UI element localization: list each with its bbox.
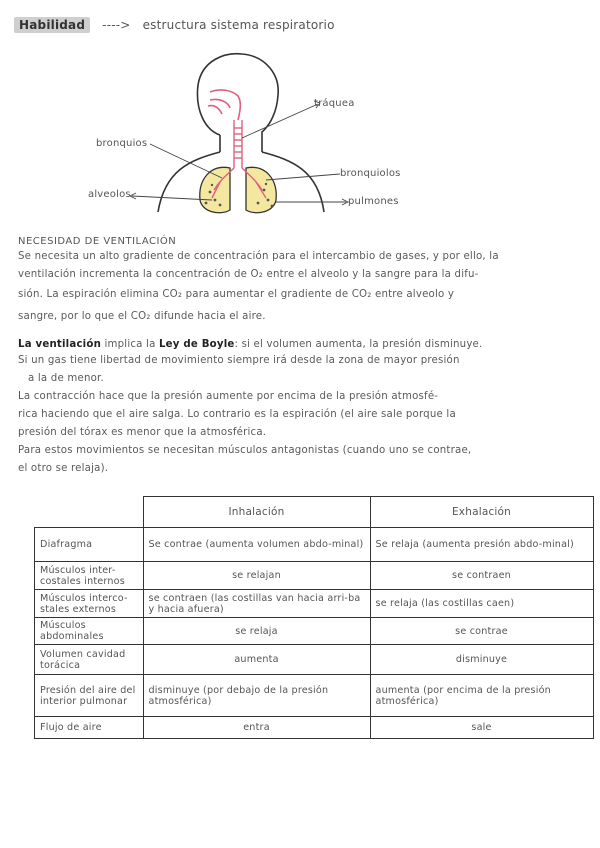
label-pulmones: pulmones	[348, 196, 399, 207]
table-cell: disminuye	[370, 645, 593, 675]
label-traquea: tráquea	[314, 98, 355, 109]
header-arrow: ---->	[102, 18, 131, 32]
boyle-law-term: Ley de Boyle	[158, 339, 235, 350]
airway-upper	[208, 90, 240, 120]
table-cell: sale	[370, 717, 593, 739]
table-cell: Músculos interco-stales externos	[35, 590, 144, 618]
table-row	[35, 618, 594, 645]
table-cell: Músculos inter-costales internos	[35, 562, 144, 590]
table-cell: Volumen cavidad torácica	[35, 645, 144, 675]
paragraph-line: Si un gas tiene libertad de movimiento siempre irá desde la zona de mayor presión	[18, 355, 460, 366]
table-cell: Músculos abdominales	[35, 618, 144, 645]
table-cell: Se contrae (aumenta volumen abdo-minal)	[143, 528, 370, 562]
implica-text: implica la	[101, 339, 159, 350]
table-cell: disminuye (por debajo de la presión atmosférica)	[143, 675, 370, 717]
table-cell: aumenta	[143, 645, 370, 675]
table-cell: se relajan	[143, 562, 370, 590]
paragraph-line: Para estos movimientos se necesitan músculos antagonistas (cuando uno se contrae,	[18, 445, 472, 456]
table-cell: Diafragma	[35, 528, 144, 562]
body-outline	[158, 54, 324, 212]
paragraph-line: Se necesita un alto gradiente de concentración para el intercambio de gases, y por ello, la	[18, 251, 499, 262]
table-cell: Se relaja (aumenta presión abdo-minal)	[370, 528, 593, 562]
paragraph-line: a la de menor.	[28, 373, 104, 384]
table-cell: Presión del aire del interior pulmonar	[35, 675, 144, 717]
label-bronquios: bronquios	[96, 138, 148, 149]
table-cell: entra	[143, 717, 370, 739]
table-row	[35, 717, 594, 739]
section-title: NECESIDAD DE VENTILACIÓN	[18, 236, 177, 247]
paragraph-line: el otro se relaja).	[18, 463, 109, 474]
paragraph-line: La contracción hace que la presión aumente por encima de la presión atmosfé-	[18, 391, 439, 402]
header-topic: estructura sistema respiratorio	[142, 18, 335, 32]
breathing-table	[34, 496, 594, 739]
table-cell: Flujo de aire	[35, 717, 144, 739]
trachea	[234, 120, 242, 168]
header-line	[14, 18, 335, 32]
boyle-rest: : si el volumen aumenta, la presión disminuye.	[234, 339, 483, 350]
label-bronquiolos: bronquiolos	[340, 168, 401, 179]
table-header-row	[35, 497, 594, 528]
table-cell: se relaja (las costillas caen)	[370, 590, 593, 618]
table-row	[35, 528, 594, 562]
table-cell: se contrae	[370, 618, 593, 645]
table-cell: aumenta (por encima de la presión atmosférica)	[370, 675, 593, 717]
ventilacion-term: La ventilación	[18, 339, 102, 350]
table-cell: se contraen (las costillas van hacia arri-ba y hacia afuera)	[143, 590, 370, 618]
table-row	[35, 590, 594, 618]
table-header-inhalacion: Inhalación	[143, 497, 370, 528]
header-tag: Habilidad	[14, 17, 90, 33]
table-header-exhalacion: Exhalación	[370, 497, 593, 528]
table-row	[35, 645, 594, 675]
table-cell: se relaja	[143, 618, 370, 645]
paragraph-line: ventilación incrementa la concentración de O₂ entre el alveolo y la sangre para la difu-	[18, 269, 479, 280]
paragraph-line: sangre, por lo que el CO₂ difunde hacia el aire.	[18, 311, 266, 322]
paragraph-line: sión. La espiración elimina CO₂ para aumentar el gradiente de CO₂ entre alveolo y	[18, 289, 455, 300]
paragraph-line: presión del tórax es menor que la atmosférica.	[18, 427, 267, 438]
table-row	[35, 675, 594, 717]
boyle-line	[18, 340, 482, 350]
table-row	[35, 562, 594, 590]
label-alveolos: alveolos	[88, 189, 131, 200]
table-cell: se contraen	[370, 562, 593, 590]
table-header-empty	[35, 497, 144, 528]
paragraph-line: rica haciendo que el aire salga. Lo contrario es la espiración (el aire sale porque la	[18, 409, 456, 420]
